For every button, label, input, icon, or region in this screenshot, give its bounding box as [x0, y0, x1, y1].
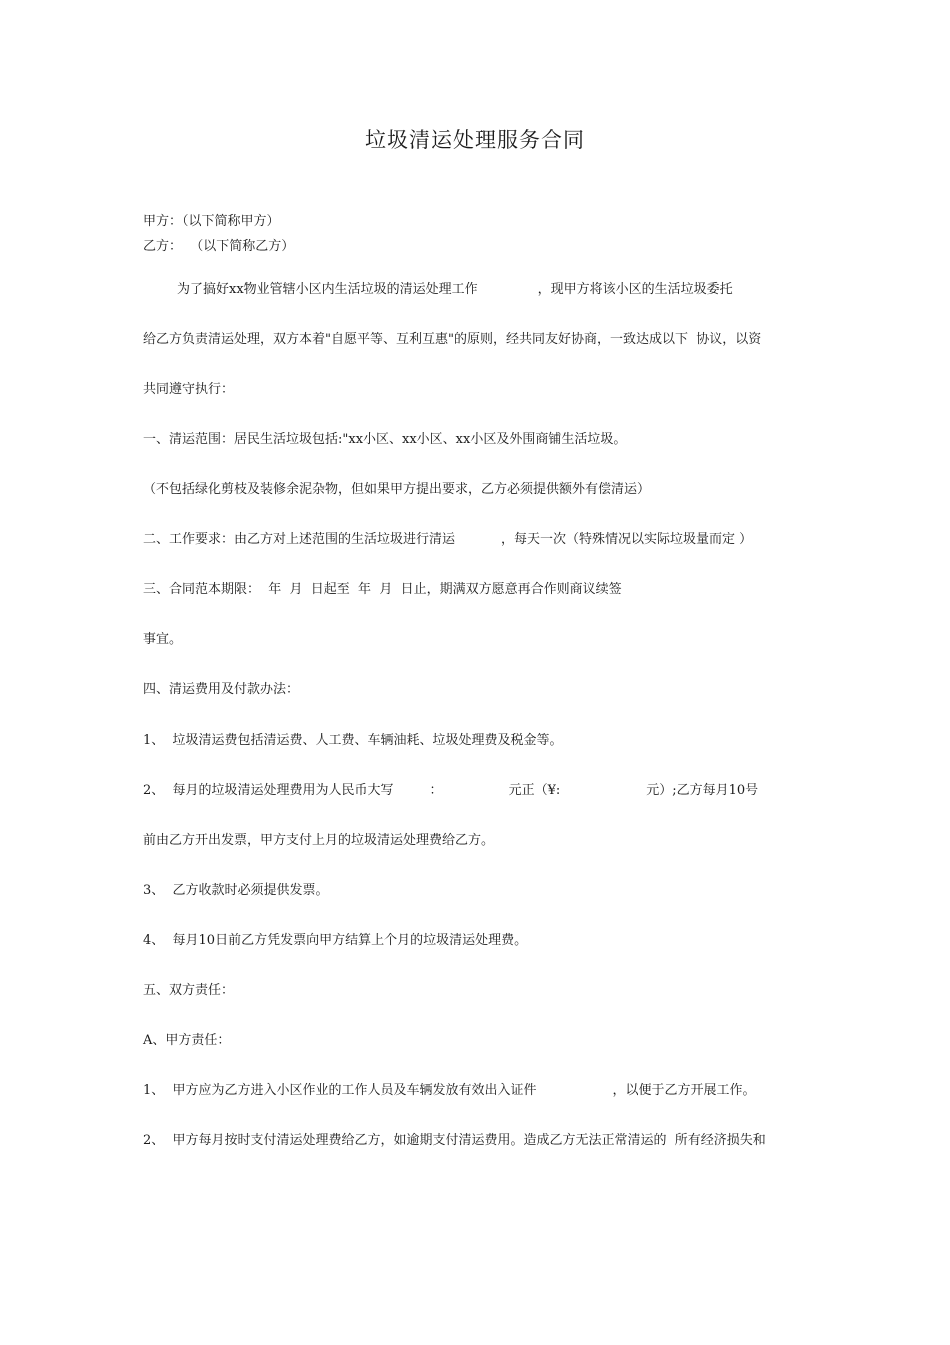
section-4-item-2-continuation: 前由乙方开出发票，甲方支付上月的垃圾清运处理费给乙方。 [143, 833, 495, 848]
section-3-continuation: 事宜。 [143, 632, 183, 647]
intro-paragraph-line-2: 给乙方负责清运处理，双方本着"自愿平等、互利互惠"的原则，经共同友好协商，一致达成以下 协议，以资 [143, 332, 762, 347]
section-4-item-1: 1、 垃圾清运费包括清运费、人工费、车辆油耗、垃圾处理费及税金等。 [143, 733, 563, 748]
section-5-heading: 五、双方责任： [143, 983, 235, 998]
section-2-text-b: ，每天一次（特殊情况以实际垃圾量而定 ） [501, 532, 753, 547]
section-1-note: （不包括绿化剪枝及装修余泥杂物，但如果甲方提出要求，乙方必须提供额外有偿清运） [143, 482, 651, 497]
section-3-term: 三、合同范本期限： 年 月 日起至 年 月 日止，期满双方愿意再合作则商议续签 [143, 582, 622, 597]
item-2-yuan-end: 元）;乙方每月10号 [646, 783, 759, 798]
section-2-text-a: 二、工作要求：由乙方对上述范围的生活垃圾进行清运 [143, 532, 456, 547]
section-4-heading: 四、清运费用及付款办法： [143, 682, 300, 697]
item-2-yuan-zheng: 元正（¥: [508, 783, 561, 798]
party-a-duty-2: 2、 甲方每月按时支付清运处理费给乙方，如逾期支付清运费用。造成乙方无法正常清运的 所有经济损失和 [143, 1133, 766, 1148]
section-2-requirements [143, 532, 752, 548]
item-2-text-a: 2、 每月的垃圾清运处理费用为人民币大写 [143, 783, 394, 798]
party-b-line: 乙方： （以下简称乙方） [143, 239, 295, 254]
party-a-duty-1 [143, 1083, 756, 1099]
intro-paragraph-line-3: 共同遵守执行： [143, 382, 235, 397]
intro-paragraph-line-1 [177, 282, 733, 298]
intro-text-b: ，现甲方将该小区的生活垃圾委托 [537, 282, 733, 297]
section-4-item-3: 3、 乙方收款时必须提供发票。 [143, 883, 329, 898]
party-a-line: 甲方：（以下简称甲方） [143, 214, 280, 229]
item-2-colon: ： [429, 783, 443, 798]
duty-1-text-a: 1、 甲方应为乙方进入小区作业的工作人员及车辆发放有效出入证件 [143, 1083, 537, 1098]
party-a-duties-heading: A、甲方责任： [143, 1033, 231, 1048]
document-title: 垃圾清运处理服务合同 [365, 128, 585, 152]
section-4-item-2 [143, 783, 758, 799]
intro-text-a: 为了搞好xx物业管辖小区内生活垃圾的清运处理工作 [177, 282, 478, 297]
section-1-scope: 一、清运范围：居民生活垃圾包括:"xx小区、xx小区、xx小区及外围商铺生活垃圾。 [143, 432, 627, 447]
section-4-item-4: 4、 每月10日前乙方凭发票向甲方结算上个月的垃圾清运处理费。 [143, 933, 528, 948]
duty-1-text-b: ，以便于乙方开展工作。 [612, 1083, 756, 1098]
